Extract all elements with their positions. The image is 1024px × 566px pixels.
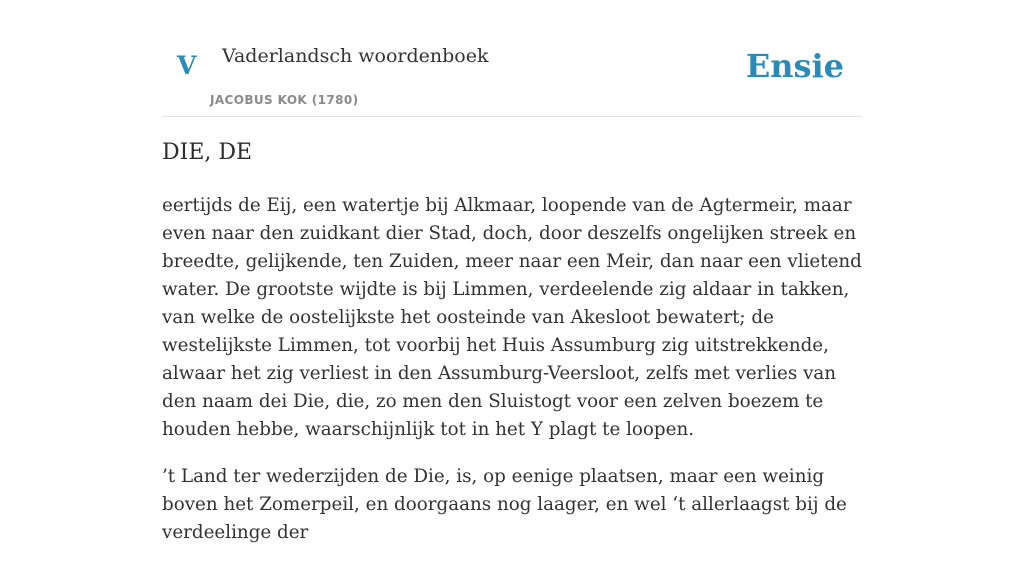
letter-index-link[interactable]: V [177,51,197,80]
entry-paragraph: eertijds de Eij, een watertje bij Alkmaar, loopende van de Agtermeir, maar even naar den zuidkant dier Stad, doch, door deszelfs ongelijken streek en breedte, gelijkende, ten Zuiden, meer naar een Meir, dan naar een vlietend water. De grootste wijdte is bij Limmen, verdeelende zig aldaar in takken, van welke de oostelijkste het oosteinde van Akesloot bewatert; de westelijkste Limmen, tot voorbij het Huis Assumburg zig uitstrekkende, alwaar het zig verliest in den Assumburg-Veersloot, zelfs met verlies van den naam dei Die, die, zo men den Sluistogt voor een zelven boezem te houden hebbe, waarschijnlijk tot in het Y plagt te loopen. [162,195,862,440]
ensie-logo[interactable]: Ensie [745,47,844,85]
book-author: JACOBUS KOK (1780) [210,93,359,107]
entry-paragraph: ’t Land ter wederzijden de Die, is, op eenige plaatsen, maar een weinig boven het Zomerpeil, en doorgaans nog laager, en wel ‘t allerlaagst bij de verdeelinge der [162,466,847,543]
entry-body [162,192,862,566]
book-title[interactable]: Vaderlandsch woordenboek [222,45,489,67]
header [162,0,862,117]
entry-title: DIE, DE [162,140,253,165]
